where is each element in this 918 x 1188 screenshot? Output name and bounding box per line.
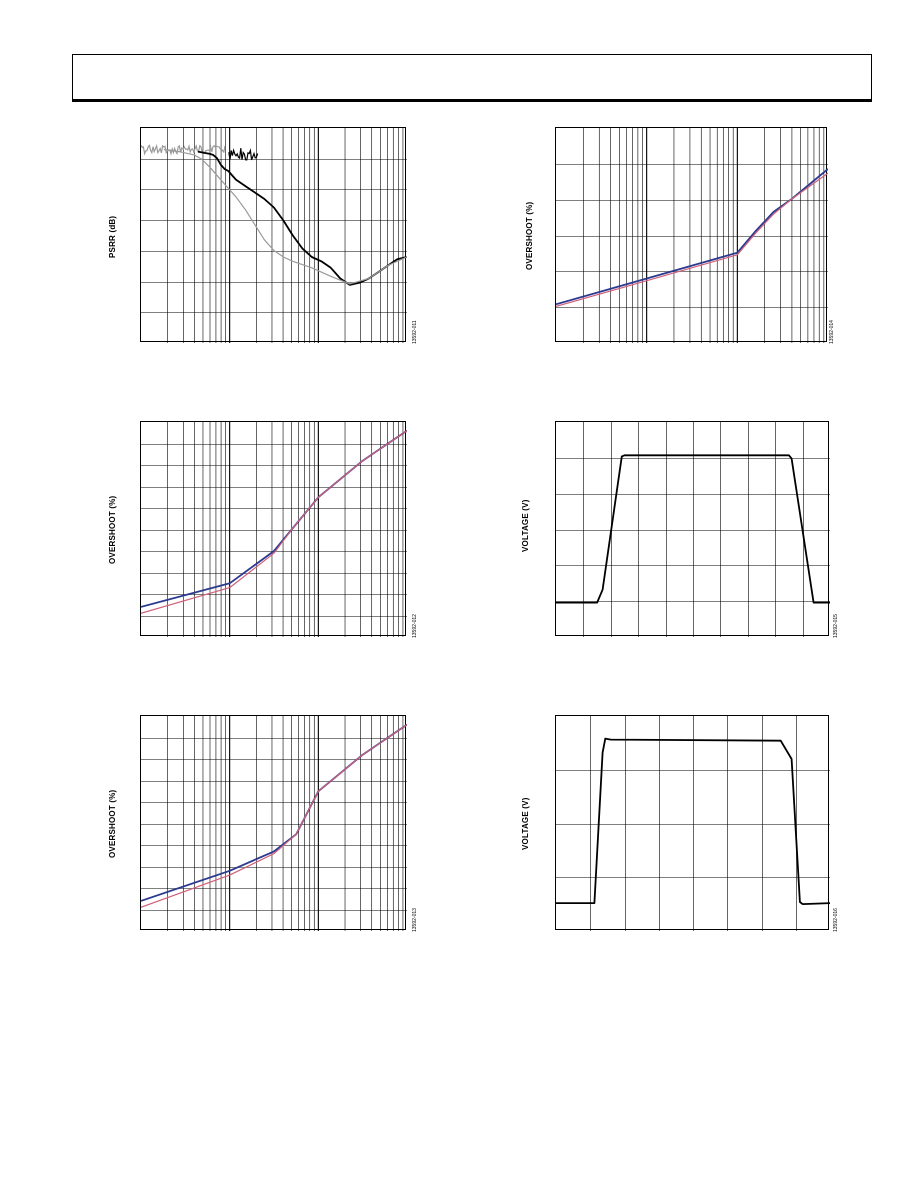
voltage-plot	[555, 421, 829, 636]
grid-lines	[556, 128, 828, 343]
series-line	[141, 725, 407, 908]
overshoot-chart	[556, 128, 828, 343]
y-axis-label: VOLTAGE (V)	[521, 499, 530, 552]
overshoot-chart	[141, 716, 407, 931]
figure-id: 13592-016	[833, 908, 839, 932]
overshoot-plot	[140, 715, 406, 930]
grid-lines	[141, 422, 407, 637]
y-axis-label: PSRR (dB)	[108, 215, 117, 258]
y-axis-label: VOLTAGE (V)	[521, 797, 530, 850]
voltage-plot	[555, 715, 829, 930]
series-line	[164, 150, 407, 284]
figure-id: 13592-014	[829, 320, 835, 344]
page-header-box	[72, 54, 872, 102]
series-line	[556, 739, 830, 905]
figure-id: 13592-013	[412, 908, 418, 932]
grid-lines	[141, 128, 407, 343]
overshoot-plot	[140, 421, 406, 636]
y-axis-label: OVERSHOOT (%)	[525, 201, 534, 270]
figure-id: 13592-011	[412, 320, 418, 344]
y-axis-label: OVERSHOOT (%)	[108, 789, 117, 858]
voltage-chart	[556, 716, 830, 931]
noise-trace	[229, 148, 258, 160]
voltage-chart	[556, 422, 830, 637]
psrr-chart	[141, 128, 407, 343]
figure-id: 13592-012	[412, 614, 418, 638]
grid-lines	[556, 422, 830, 637]
grid-lines	[556, 716, 830, 931]
series-line	[556, 455, 830, 602]
overshoot-chart	[141, 422, 407, 637]
overshoot-plot	[555, 127, 827, 342]
y-axis-label: OVERSHOOT (%)	[108, 495, 117, 564]
figure-id: 13592-015	[833, 614, 839, 638]
psrr-plot	[140, 127, 406, 342]
grid-lines	[141, 716, 407, 931]
series-line	[141, 431, 407, 614]
series-line	[556, 173, 828, 306]
